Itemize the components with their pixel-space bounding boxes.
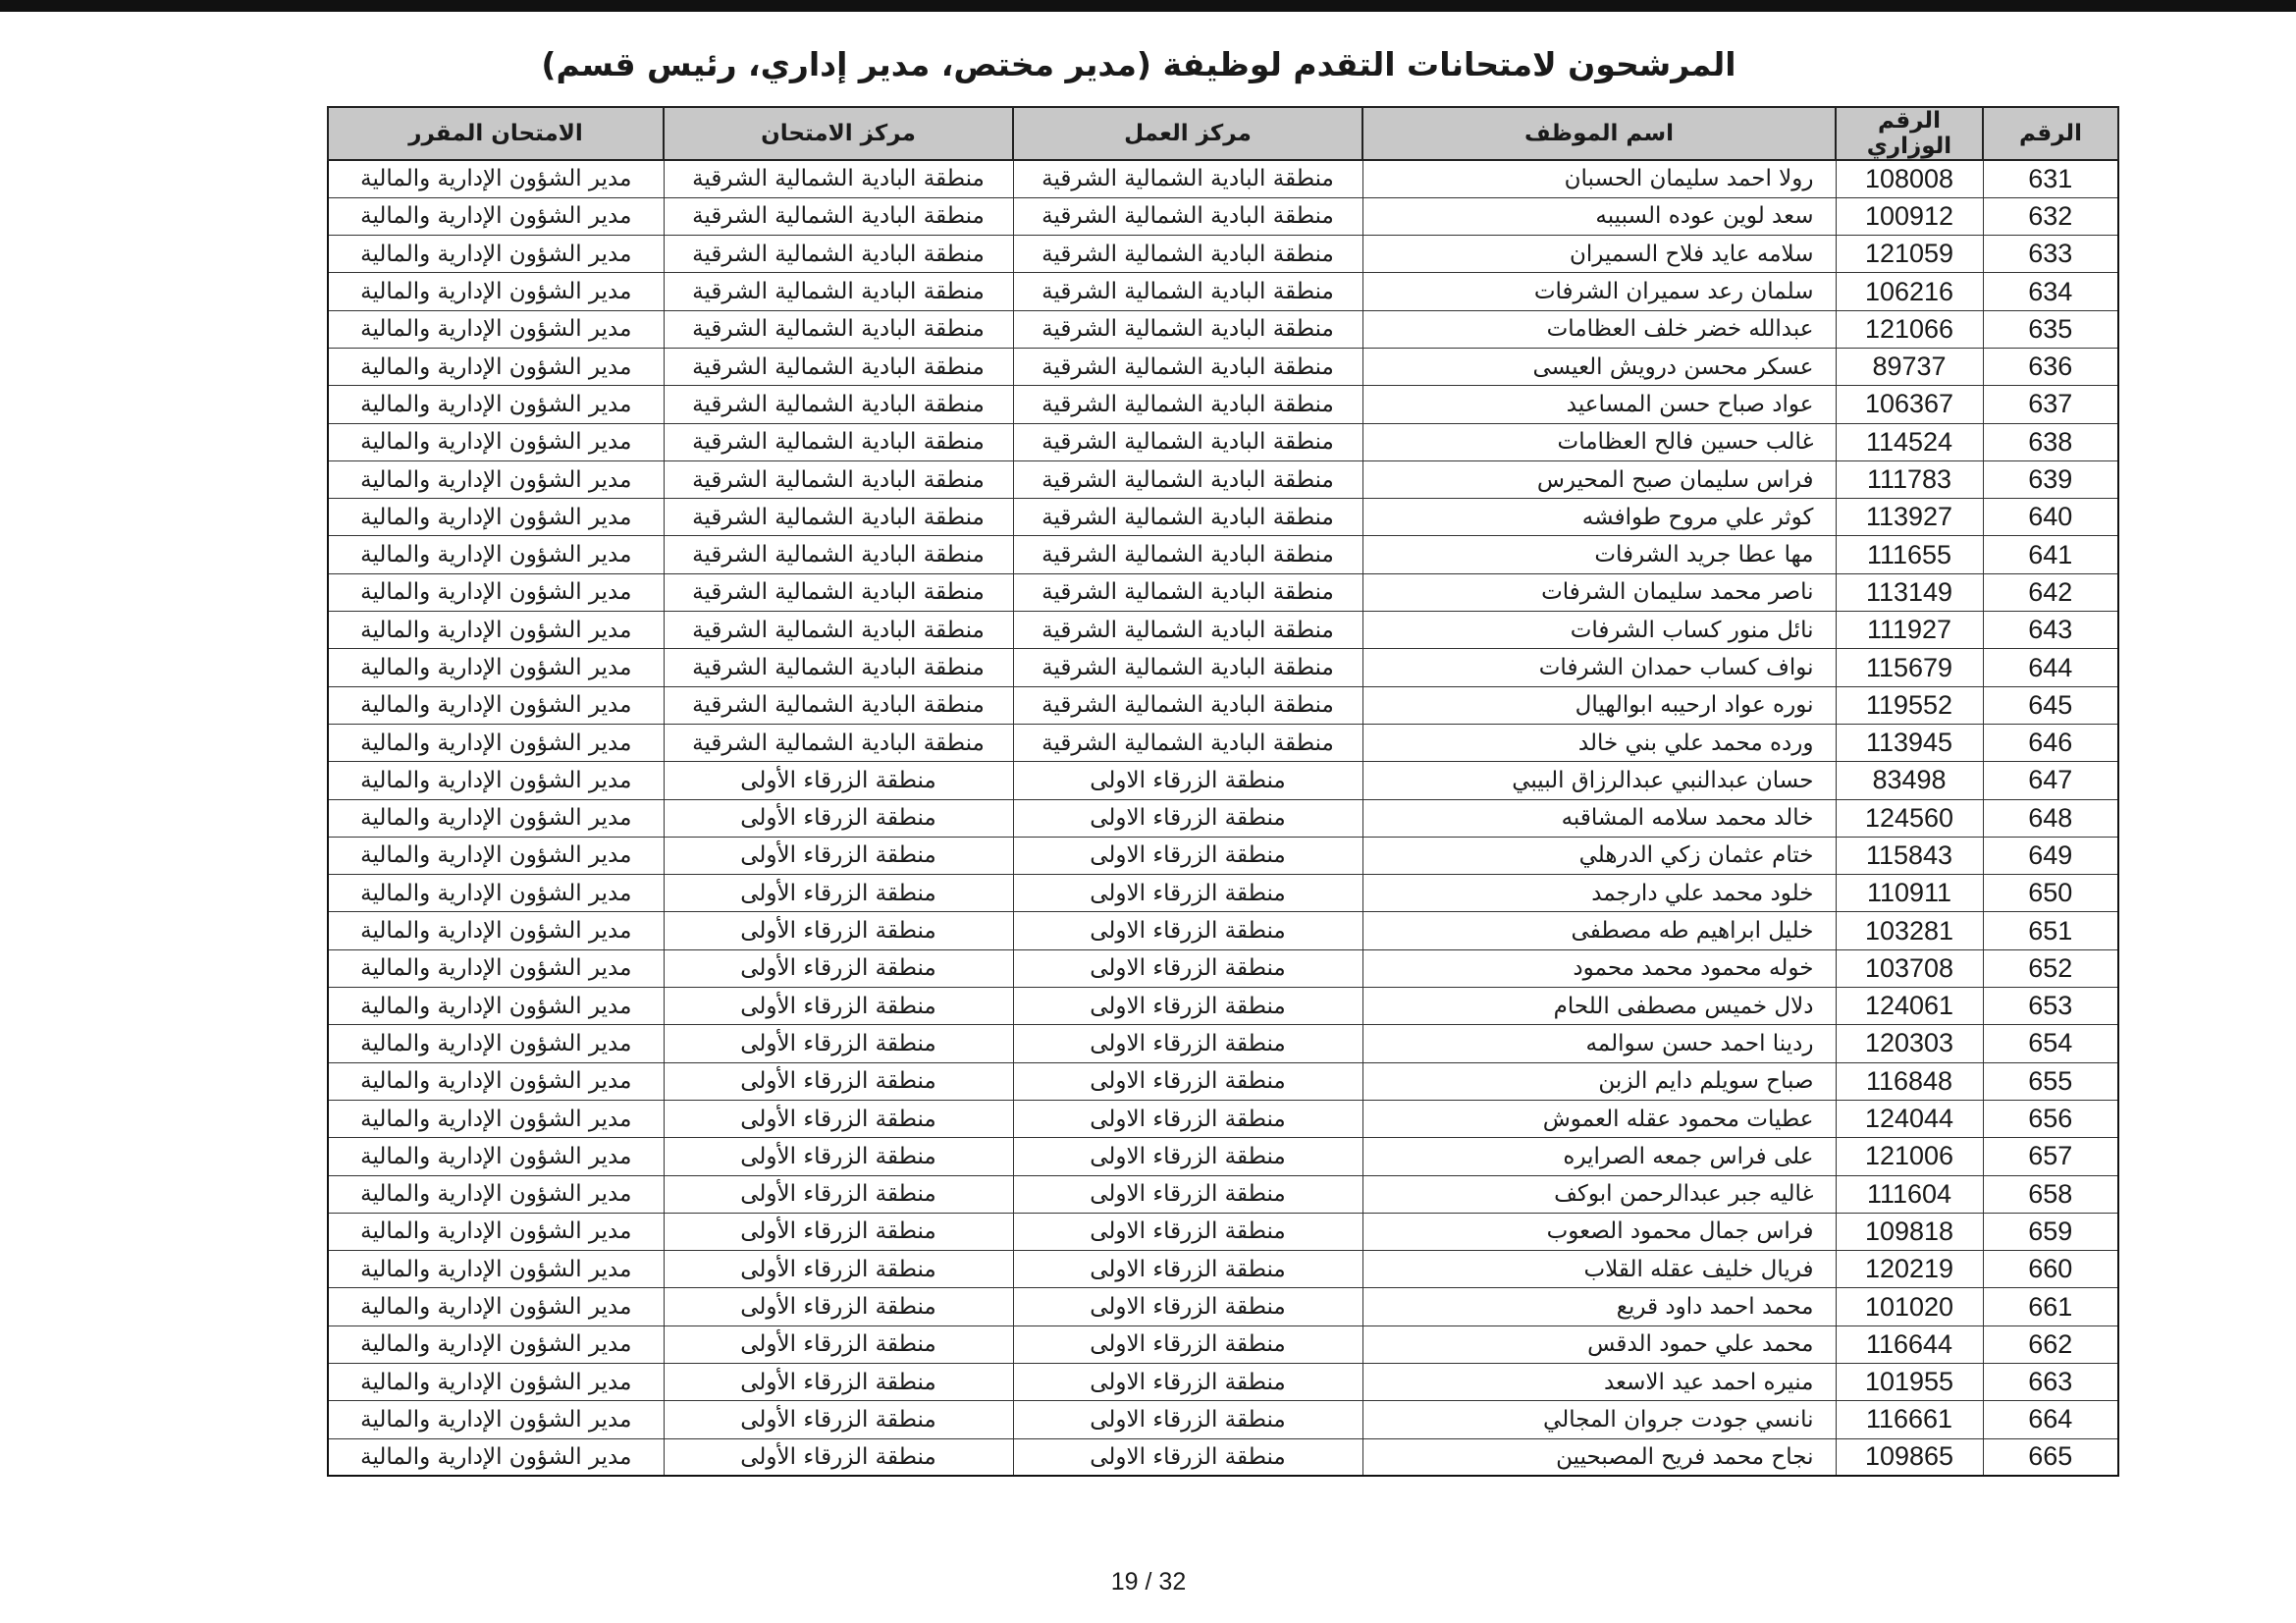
table-row	[328, 1062, 2118, 1100]
cell-exam-center: منطقة البادية الشمالية الشرقية	[664, 536, 1013, 573]
table-row	[328, 1138, 2118, 1175]
cell-scheduled-exam: مدير الشؤون الإدارية والمالية	[328, 1062, 664, 1100]
header-ministry-id: الرقم الوزاري	[1836, 107, 1983, 160]
cell-scheduled-exam: مدير الشؤون الإدارية والمالية	[328, 686, 664, 724]
cell-seq: 643	[1983, 612, 2118, 649]
cell-ministry-id: 111604	[1836, 1175, 1983, 1213]
page-number: 19 / 32	[1110, 1568, 1187, 1596]
cell-seq: 661	[1983, 1288, 2118, 1325]
table-row	[328, 386, 2118, 423]
cell-ministry-id: 109865	[1836, 1438, 1983, 1476]
cell-scheduled-exam: مدير الشؤون الإدارية والمالية	[328, 988, 664, 1025]
cell-seq: 652	[1983, 949, 2118, 987]
cell-exam-center: منطقة البادية الشمالية الشرقية	[664, 236, 1013, 273]
cell-seq: 644	[1983, 649, 2118, 686]
cell-scheduled-exam: مدير الشؤون الإدارية والمالية	[328, 573, 664, 611]
cell-ministry-id: 83498	[1836, 762, 1983, 799]
table-header-row	[328, 107, 2118, 160]
table-row	[328, 837, 2118, 874]
cell-exam-center: منطقة الزرقاء الأولى	[664, 1213, 1013, 1250]
cell-scheduled-exam: مدير الشؤون الإدارية والمالية	[328, 1364, 664, 1401]
cell-exam-center: منطقة الزرقاء الأولى	[664, 1138, 1013, 1175]
cell-seq: 654	[1983, 1025, 2118, 1062]
cell-work-center: منطقة الزرقاء الاولى	[1013, 1138, 1362, 1175]
cell-employee-name: خالد محمد سلامه المشاقبه	[1362, 799, 1836, 837]
table-row	[328, 949, 2118, 987]
cell-scheduled-exam: مدير الشؤون الإدارية والمالية	[328, 949, 664, 987]
table-row	[328, 160, 2118, 197]
table-row	[328, 536, 2118, 573]
cell-ministry-id: 101020	[1836, 1288, 1983, 1325]
cell-seq: 648	[1983, 799, 2118, 837]
cell-employee-name: سلامه عايد فلاح السميران	[1362, 236, 1836, 273]
cell-seq: 663	[1983, 1364, 2118, 1401]
cell-ministry-id: 113927	[1836, 499, 1983, 536]
cell-ministry-id: 103281	[1836, 912, 1983, 949]
candidates-table-container	[327, 106, 2117, 1477]
cell-seq: 631	[1983, 160, 2118, 197]
table-row	[328, 273, 2118, 310]
cell-scheduled-exam: مدير الشؤون الإدارية والمالية	[328, 875, 664, 912]
cell-scheduled-exam: مدير الشؤون الإدارية والمالية	[328, 197, 664, 235]
cell-seq: 656	[1983, 1100, 2118, 1137]
cell-ministry-id: 108008	[1836, 160, 1983, 197]
cell-ministry-id: 103708	[1836, 949, 1983, 987]
cell-employee-name: عطيات محمود عقله العموش	[1362, 1100, 1836, 1137]
cell-employee-name: منيره احمد عيد الاسعد	[1362, 1364, 1836, 1401]
cell-work-center: منطقة البادية الشمالية الشرقية	[1013, 499, 1362, 536]
cell-employee-name: نوره عواد ارحيبه ابوالهيال	[1362, 686, 1836, 724]
cell-ministry-id: 111783	[1836, 460, 1983, 498]
cell-employee-name: حسان عبدالنبي عبدالرزاق البيبي	[1362, 762, 1836, 799]
table-row	[328, 724, 2118, 761]
cell-employee-name: صباح سويلم دايم الزبن	[1362, 1062, 1836, 1100]
cell-ministry-id: 121066	[1836, 310, 1983, 348]
header-seq: الرقم	[1983, 107, 2118, 160]
cell-ministry-id: 111927	[1836, 612, 1983, 649]
cell-work-center: منطقة البادية الشمالية الشرقية	[1013, 160, 1362, 197]
cell-exam-center: منطقة البادية الشمالية الشرقية	[664, 649, 1013, 686]
cell-ministry-id: 124061	[1836, 988, 1983, 1025]
cell-ministry-id: 100912	[1836, 197, 1983, 235]
cell-exam-center: منطقة البادية الشمالية الشرقية	[664, 612, 1013, 649]
cell-employee-name: ورده محمد علي بني خالد	[1362, 724, 1836, 761]
cell-seq: 634	[1983, 273, 2118, 310]
table-row	[328, 1288, 2118, 1325]
cell-exam-center: منطقة الزرقاء الأولى	[664, 988, 1013, 1025]
table-row	[328, 1438, 2118, 1476]
cell-exam-center: منطقة الزرقاء الأولى	[664, 1438, 1013, 1476]
table-row	[328, 762, 2118, 799]
cell-work-center: منطقة الزرقاء الاولى	[1013, 837, 1362, 874]
cell-scheduled-exam: مدير الشؤون الإدارية والمالية	[328, 310, 664, 348]
header-scheduled-exam: الامتحان المقرر	[328, 107, 664, 160]
cell-work-center: منطقة الزرقاء الاولى	[1013, 1401, 1362, 1438]
cell-seq: 645	[1983, 686, 2118, 724]
cell-seq: 650	[1983, 875, 2118, 912]
cell-ministry-id: 113149	[1836, 573, 1983, 611]
cell-scheduled-exam: مدير الشؤون الإدارية والمالية	[328, 1025, 664, 1062]
cell-ministry-id: 124560	[1836, 799, 1983, 837]
cell-scheduled-exam: مدير الشؤون الإدارية والمالية	[328, 460, 664, 498]
cell-seq: 659	[1983, 1213, 2118, 1250]
cell-employee-name: فراس سليمان صبح المحيرس	[1362, 460, 1836, 498]
cell-scheduled-exam: مدير الشؤون الإدارية والمالية	[328, 1401, 664, 1438]
cell-work-center: منطقة البادية الشمالية الشرقية	[1013, 348, 1362, 385]
cell-employee-name: غاليه جبر عبدالرحمن ابوكف	[1362, 1175, 1836, 1213]
cell-seq: 655	[1983, 1062, 2118, 1100]
cell-seq: 662	[1983, 1325, 2118, 1363]
cell-ministry-id: 116848	[1836, 1062, 1983, 1100]
cell-employee-name: رولا احمد سليمان الحسبان	[1362, 160, 1836, 197]
cell-ministry-id: 121059	[1836, 236, 1983, 273]
cell-exam-center: منطقة الزرقاء الأولى	[664, 912, 1013, 949]
cell-employee-name: فريال خليف عقله القلاب	[1362, 1251, 1836, 1288]
cell-employee-name: نجاح محمد فريح المصبحيين	[1362, 1438, 1836, 1476]
cell-exam-center: منطقة الزرقاء الأولى	[664, 1025, 1013, 1062]
cell-scheduled-exam: مدير الشؤون الإدارية والمالية	[328, 348, 664, 385]
table-row	[328, 649, 2118, 686]
cell-seq: 651	[1983, 912, 2118, 949]
cell-exam-center: منطقة البادية الشمالية الشرقية	[664, 724, 1013, 761]
cell-work-center: منطقة الزرقاء الاولى	[1013, 1288, 1362, 1325]
table-row	[328, 988, 2118, 1025]
table-body	[328, 160, 2118, 1476]
cell-seq: 658	[1983, 1175, 2118, 1213]
cell-employee-name: دلال خميس مصطفى اللحام	[1362, 988, 1836, 1025]
cell-work-center: منطقة البادية الشمالية الشرقية	[1013, 197, 1362, 235]
cell-work-center: منطقة الزرقاء الاولى	[1013, 1364, 1362, 1401]
cell-exam-center: منطقة البادية الشمالية الشرقية	[664, 348, 1013, 385]
cell-scheduled-exam: مدير الشؤون الإدارية والمالية	[328, 912, 664, 949]
cell-work-center: منطقة البادية الشمالية الشرقية	[1013, 310, 1362, 348]
cell-ministry-id: 101955	[1836, 1364, 1983, 1401]
cell-exam-center: منطقة البادية الشمالية الشرقية	[664, 460, 1013, 498]
cell-seq: 640	[1983, 499, 2118, 536]
cell-work-center: منطقة الزرقاء الاولى	[1013, 799, 1362, 837]
cell-employee-name: فراس جمال محمود الصعوب	[1362, 1213, 1836, 1250]
cell-exam-center: منطقة الزرقاء الأولى	[664, 1175, 1013, 1213]
cell-work-center: منطقة الزرقاء الاولى	[1013, 1213, 1362, 1250]
cell-exam-center: منطقة الزرقاء الأولى	[664, 1401, 1013, 1438]
cell-employee-name: غالب حسين فالح العظامات	[1362, 423, 1836, 460]
table-row	[328, 612, 2118, 649]
table-row	[328, 1364, 2118, 1401]
table-row	[328, 348, 2118, 385]
cell-employee-name: عسكر محسن درويش العيسى	[1362, 348, 1836, 385]
table-row	[328, 1325, 2118, 1363]
table-row	[328, 1025, 2118, 1062]
cell-ministry-id: 115843	[1836, 837, 1983, 874]
table-row	[328, 310, 2118, 348]
cell-exam-center: منطقة الزرقاء الأولى	[664, 762, 1013, 799]
cell-work-center: منطقة الزرقاء الاولى	[1013, 912, 1362, 949]
cell-scheduled-exam: مدير الشؤون الإدارية والمالية	[328, 536, 664, 573]
cell-work-center: منطقة البادية الشمالية الشرقية	[1013, 536, 1362, 573]
cell-exam-center: منطقة الزرقاء الأولى	[664, 1251, 1013, 1288]
cell-employee-name: خوله محمود محمد محمود	[1362, 949, 1836, 987]
cell-scheduled-exam: مدير الشؤون الإدارية والمالية	[328, 423, 664, 460]
cell-exam-center: منطقة البادية الشمالية الشرقية	[664, 386, 1013, 423]
cell-work-center: منطقة الزرقاء الاولى	[1013, 1175, 1362, 1213]
cell-exam-center: منطقة البادية الشمالية الشرقية	[664, 273, 1013, 310]
cell-work-center: منطقة الزرقاء الاولى	[1013, 1100, 1362, 1137]
table-row	[328, 423, 2118, 460]
cell-scheduled-exam: مدير الشؤون الإدارية والمالية	[328, 499, 664, 536]
header-exam-center: مركز الامتحان	[664, 107, 1013, 160]
cell-employee-name: نانسي جودت جروان المجالي	[1362, 1401, 1836, 1438]
cell-work-center: منطقة البادية الشمالية الشرقية	[1013, 236, 1362, 273]
cell-exam-center: منطقة البادية الشمالية الشرقية	[664, 310, 1013, 348]
cell-employee-name: سعد لوين عوده السبيبه	[1362, 197, 1836, 235]
cell-seq: 637	[1983, 386, 2118, 423]
table-row	[328, 1401, 2118, 1438]
table-row	[328, 1251, 2118, 1288]
cell-exam-center: منطقة الزرقاء الأولى	[664, 949, 1013, 987]
cell-exam-center: منطقة البادية الشمالية الشرقية	[664, 423, 1013, 460]
cell-exam-center: منطقة الزرقاء الأولى	[664, 837, 1013, 874]
cell-employee-name: نائل منور كساب الشرفات	[1362, 612, 1836, 649]
table-row	[328, 686, 2118, 724]
cell-work-center: منطقة الزرقاء الاولى	[1013, 949, 1362, 987]
cell-employee-name: مها عطا جريد الشرفات	[1362, 536, 1836, 573]
cell-employee-name: ختام عثمان زكي الدرهلي	[1362, 837, 1836, 874]
cell-work-center: منطقة البادية الشمالية الشرقية	[1013, 423, 1362, 460]
cell-seq: 653	[1983, 988, 2118, 1025]
cell-exam-center: منطقة الزرقاء الأولى	[664, 1364, 1013, 1401]
cell-work-center: منطقة الزرقاء الاولى	[1013, 762, 1362, 799]
cell-exam-center: منطقة الزرقاء الأولى	[664, 1288, 1013, 1325]
cell-work-center: منطقة البادية الشمالية الشرقية	[1013, 273, 1362, 310]
cell-seq: 642	[1983, 573, 2118, 611]
cell-ministry-id: 120219	[1836, 1251, 1983, 1288]
cell-scheduled-exam: مدير الشؤون الإدارية والمالية	[328, 612, 664, 649]
table-row	[328, 1213, 2118, 1250]
cell-scheduled-exam: مدير الشؤون الإدارية والمالية	[328, 1100, 664, 1137]
cell-seq: 646	[1983, 724, 2118, 761]
cell-exam-center: منطقة البادية الشمالية الشرقية	[664, 573, 1013, 611]
cell-exam-center: منطقة الزرقاء الأولى	[664, 1100, 1013, 1137]
cell-seq: 633	[1983, 236, 2118, 273]
cell-scheduled-exam: مدير الشؤون الإدارية والمالية	[328, 1438, 664, 1476]
cell-seq: 649	[1983, 837, 2118, 874]
cell-exam-center: منطقة البادية الشمالية الشرقية	[664, 686, 1013, 724]
cell-seq: 636	[1983, 348, 2118, 385]
cell-work-center: منطقة الزرقاء الاولى	[1013, 1025, 1362, 1062]
cell-employee-name: كوثر علي مروح طوافشه	[1362, 499, 1836, 536]
cell-scheduled-exam: مدير الشؤون الإدارية والمالية	[328, 236, 664, 273]
cell-work-center: منطقة البادية الشمالية الشرقية	[1013, 612, 1362, 649]
cell-ministry-id: 124044	[1836, 1100, 1983, 1137]
header-work-center: مركز العمل	[1013, 107, 1362, 160]
cell-employee-name: على فراس جمعه الصرايره	[1362, 1138, 1836, 1175]
cell-employee-name: عبدالله خضر خلف العظامات	[1362, 310, 1836, 348]
document-title: المرشحون لامتحانات التقدم لوظيفة (مدير مختص، مدير إداري، رئيس قسم)	[541, 45, 1736, 83]
cell-ministry-id: 89737	[1836, 348, 1983, 385]
cell-employee-name: خليل ابراهيم طه مصطفى	[1362, 912, 1836, 949]
cell-work-center: منطقة البادية الشمالية الشرقية	[1013, 649, 1362, 686]
cell-scheduled-exam: مدير الشؤون الإدارية والمالية	[328, 273, 664, 310]
cell-work-center: منطقة البادية الشمالية الشرقية	[1013, 573, 1362, 611]
cell-work-center: منطقة الزرقاء الاولى	[1013, 1438, 1362, 1476]
table-row	[328, 1175, 2118, 1213]
cell-seq: 639	[1983, 460, 2118, 498]
cell-scheduled-exam: مدير الشؤون الإدارية والمالية	[328, 1213, 664, 1250]
table-row	[328, 912, 2118, 949]
cell-ministry-id: 119552	[1836, 686, 1983, 724]
table-row	[328, 799, 2118, 837]
cell-exam-center: منطقة البادية الشمالية الشرقية	[664, 160, 1013, 197]
cell-work-center: منطقة الزرقاء الاولى	[1013, 875, 1362, 912]
cell-work-center: منطقة البادية الشمالية الشرقية	[1013, 724, 1362, 761]
cell-employee-name: ناصر محمد سليمان الشرفات	[1362, 573, 1836, 611]
cell-seq: 641	[1983, 536, 2118, 573]
cell-ministry-id: 106216	[1836, 273, 1983, 310]
cell-work-center: منطقة الزرقاء الاولى	[1013, 1062, 1362, 1100]
table-row	[328, 875, 2118, 912]
cell-scheduled-exam: مدير الشؤون الإدارية والمالية	[328, 1138, 664, 1175]
cell-work-center: منطقة الزرقاء الاولى	[1013, 1251, 1362, 1288]
cell-work-center: منطقة الزرقاء الاولى	[1013, 1325, 1362, 1363]
cell-employee-name: محمد احمد داود قريع	[1362, 1288, 1836, 1325]
cell-seq: 647	[1983, 762, 2118, 799]
cell-ministry-id: 111655	[1836, 536, 1983, 573]
cell-ministry-id: 116661	[1836, 1401, 1983, 1438]
cell-ministry-id: 106367	[1836, 386, 1983, 423]
cell-work-center: منطقة البادية الشمالية الشرقية	[1013, 686, 1362, 724]
cell-employee-name: عواد صباح حسن المساعيد	[1362, 386, 1836, 423]
table-row	[328, 573, 2118, 611]
table-row	[328, 197, 2118, 235]
header-employee-name: اسم الموظف	[1362, 107, 1836, 160]
cell-exam-center: منطقة الزرقاء الأولى	[664, 1062, 1013, 1100]
table-row	[328, 499, 2118, 536]
cell-scheduled-exam: مدير الشؤون الإدارية والمالية	[328, 1288, 664, 1325]
cell-seq: 664	[1983, 1401, 2118, 1438]
cell-seq: 635	[1983, 310, 2118, 348]
cell-work-center: منطقة البادية الشمالية الشرقية	[1013, 386, 1362, 423]
cell-work-center: منطقة الزرقاء الاولى	[1013, 988, 1362, 1025]
cell-exam-center: منطقة الزرقاء الأولى	[664, 1325, 1013, 1363]
cell-seq: 665	[1983, 1438, 2118, 1476]
cell-seq: 657	[1983, 1138, 2118, 1175]
cell-ministry-id: 116644	[1836, 1325, 1983, 1363]
cell-seq: 660	[1983, 1251, 2118, 1288]
cell-ministry-id: 115679	[1836, 649, 1983, 686]
cell-employee-name: خلود محمد علي دارجمد	[1362, 875, 1836, 912]
cell-scheduled-exam: مدير الشؤون الإدارية والمالية	[328, 762, 664, 799]
cell-exam-center: منطقة البادية الشمالية الشرقية	[664, 197, 1013, 235]
table-row	[328, 236, 2118, 273]
cell-scheduled-exam: مدير الشؤون الإدارية والمالية	[328, 837, 664, 874]
cell-scheduled-exam: مدير الشؤون الإدارية والمالية	[328, 799, 664, 837]
cell-seq: 632	[1983, 197, 2118, 235]
cell-exam-center: منطقة الزرقاء الأولى	[664, 875, 1013, 912]
cell-exam-center: منطقة البادية الشمالية الشرقية	[664, 499, 1013, 536]
cell-scheduled-exam: مدير الشؤون الإدارية والمالية	[328, 386, 664, 423]
cell-employee-name: سلمان رعد سميران الشرفات	[1362, 273, 1836, 310]
cell-ministry-id: 120303	[1836, 1025, 1983, 1062]
cell-scheduled-exam: مدير الشؤون الإدارية والمالية	[328, 160, 664, 197]
cell-scheduled-exam: مدير الشؤون الإدارية والمالية	[328, 724, 664, 761]
cell-ministry-id: 113945	[1836, 724, 1983, 761]
table-row	[328, 460, 2118, 498]
cell-employee-name: محمد علي حمود الدقس	[1362, 1325, 1836, 1363]
cell-scheduled-exam: مدير الشؤون الإدارية والمالية	[328, 1251, 664, 1288]
candidates-table	[327, 106, 2119, 1477]
cell-exam-center: منطقة الزرقاء الأولى	[664, 799, 1013, 837]
scan-top-edge	[0, 0, 2296, 12]
cell-ministry-id: 110911	[1836, 875, 1983, 912]
cell-scheduled-exam: مدير الشؤون الإدارية والمالية	[328, 1325, 664, 1363]
cell-ministry-id: 114524	[1836, 423, 1983, 460]
table-row	[328, 1100, 2118, 1137]
cell-work-center: منطقة البادية الشمالية الشرقية	[1013, 460, 1362, 498]
cell-employee-name: نواف كساب حمدان الشرفات	[1362, 649, 1836, 686]
cell-seq: 638	[1983, 423, 2118, 460]
cell-scheduled-exam: مدير الشؤون الإدارية والمالية	[328, 649, 664, 686]
cell-ministry-id: 121006	[1836, 1138, 1983, 1175]
cell-scheduled-exam: مدير الشؤون الإدارية والمالية	[328, 1175, 664, 1213]
cell-employee-name: ردينا احمد حسن سوالمه	[1362, 1025, 1836, 1062]
cell-ministry-id: 109818	[1836, 1213, 1983, 1250]
